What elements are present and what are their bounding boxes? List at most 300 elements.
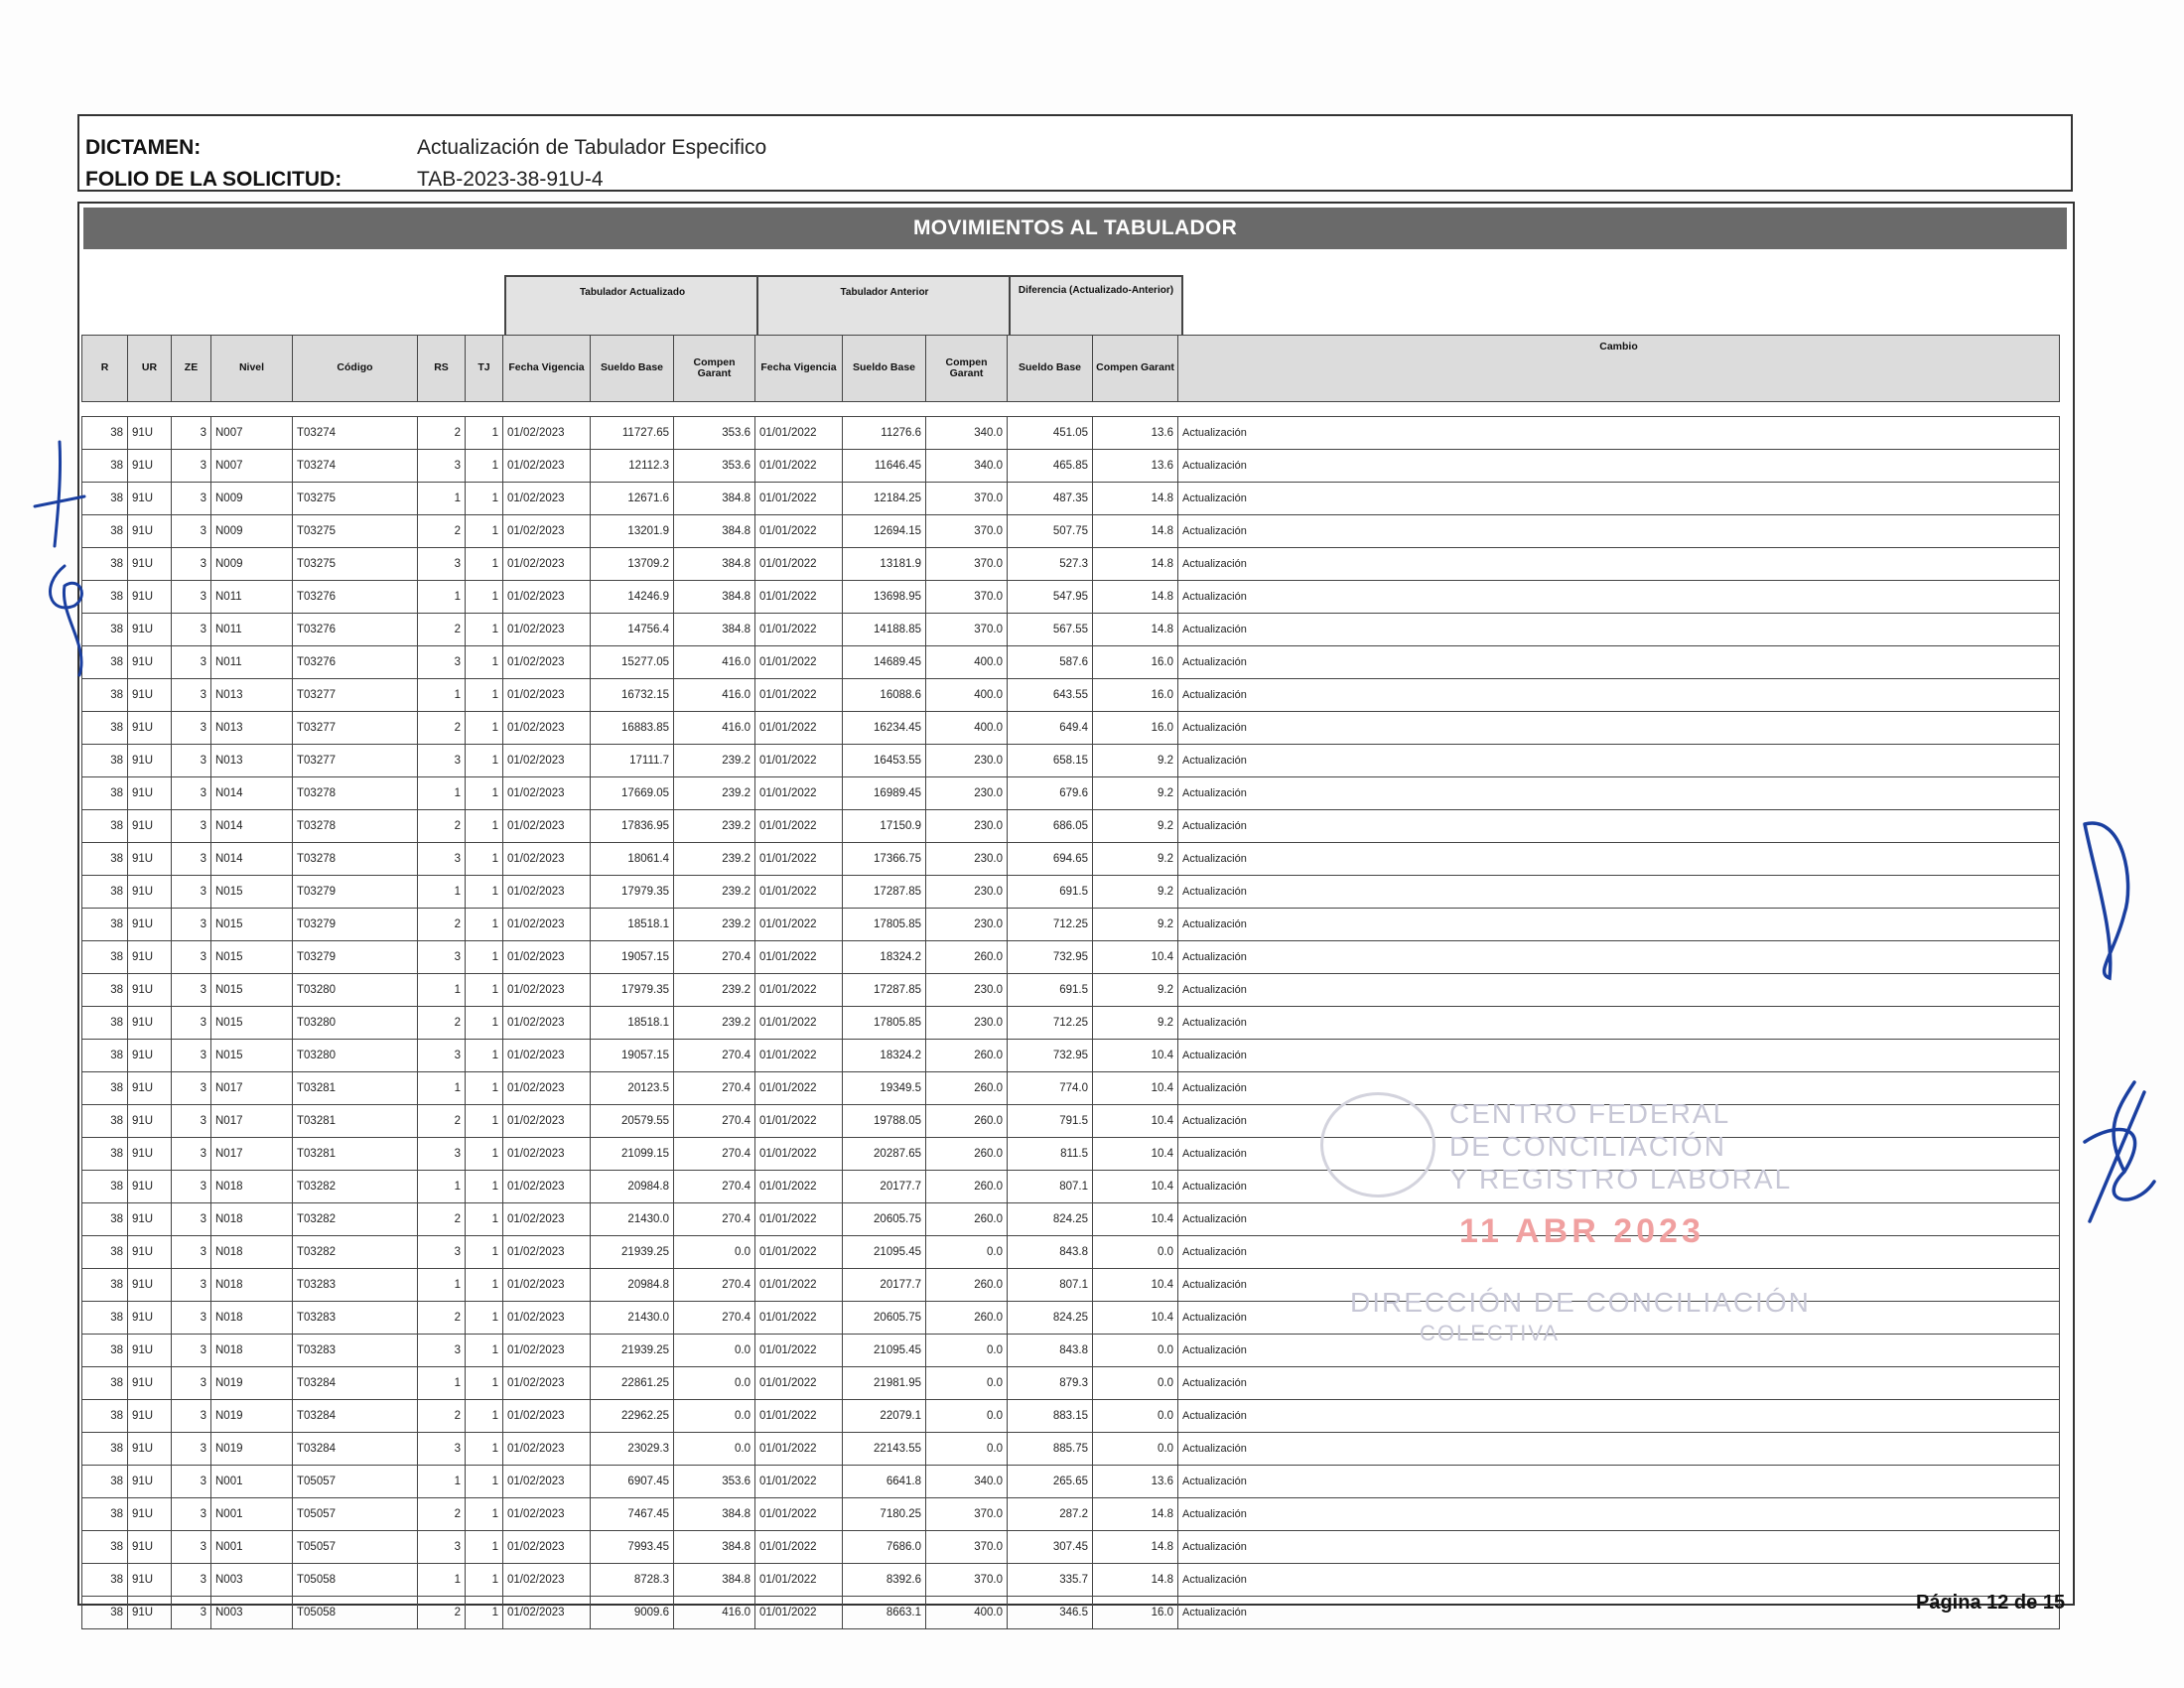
- cell-r: 38: [82, 843, 128, 876]
- cell-sueldo-diferencia: 824.25: [1008, 1203, 1093, 1236]
- cell-sueldo-diferencia: 732.95: [1008, 1040, 1093, 1072]
- cell-sueldo-anterior: 11646.45: [843, 450, 926, 483]
- table-row: [82, 1531, 2060, 1564]
- cell-cambio: Actualización: [1178, 1203, 2060, 1236]
- cell-sueldo-diferencia: 791.5: [1008, 1105, 1093, 1138]
- cell-cambio: Actualización: [1178, 1171, 2060, 1203]
- cell-sueldo-anterior: 16234.45: [843, 712, 926, 745]
- cell-compen-actualizado: 384.8: [674, 483, 755, 515]
- cell-compen-anterior: 370.0: [926, 515, 1008, 548]
- table-row: [82, 1498, 2060, 1531]
- cell-fecha-actualizado: 01/02/2023: [503, 1302, 591, 1335]
- cell-fecha-actualizado: 01/02/2023: [503, 515, 591, 548]
- cell-fecha-anterior: 01/01/2022: [755, 745, 843, 777]
- cell-sueldo-anterior: 22143.55: [843, 1433, 926, 1466]
- cell-rs: 3: [418, 548, 466, 581]
- cell-sueldo-anterior: 7180.25: [843, 1498, 926, 1531]
- cell-r: 38: [82, 1367, 128, 1400]
- cell-codigo: T03275: [293, 548, 418, 581]
- cell-cambio: Actualización: [1178, 810, 2060, 843]
- cell-rs: 2: [418, 1105, 466, 1138]
- cell-rs: 2: [418, 909, 466, 941]
- cell-fecha-anterior: 01/01/2022: [755, 1335, 843, 1367]
- cell-sueldo-diferencia: 712.25: [1008, 1007, 1093, 1040]
- cell-sueldo-actualizado: 21939.25: [591, 1236, 674, 1269]
- cell-fecha-anterior: 01/01/2022: [755, 1498, 843, 1531]
- cell-ur: 91U: [128, 1105, 172, 1138]
- cell-tj: 1: [466, 1400, 503, 1433]
- cell-fecha-actualizado: 01/02/2023: [503, 876, 591, 909]
- cell-nivel: N014: [211, 810, 293, 843]
- col-compen-actualizado: Compen Garant: [674, 336, 755, 402]
- cell-compen-anterior: 230.0: [926, 1007, 1008, 1040]
- cell-fecha-anterior: 01/01/2022: [755, 1040, 843, 1072]
- cell-fecha-anterior: 01/01/2022: [755, 548, 843, 581]
- cell-ur: 91U: [128, 548, 172, 581]
- cell-sueldo-diferencia: 335.7: [1008, 1564, 1093, 1597]
- cell-fecha-actualizado: 01/02/2023: [503, 1564, 591, 1597]
- cell-ze: 3: [172, 1564, 211, 1597]
- cell-compen-anterior: 0.0: [926, 1433, 1008, 1466]
- cell-r: 38: [82, 1531, 128, 1564]
- cell-compen-actualizado: 239.2: [674, 810, 755, 843]
- table-body: [82, 402, 2060, 1629]
- cell-codigo: T03282: [293, 1203, 418, 1236]
- cell-compen-diferencia: 14.8: [1093, 515, 1178, 548]
- cell-tj: 1: [466, 876, 503, 909]
- cell-fecha-anterior: 01/01/2022: [755, 1138, 843, 1171]
- cell-tj: 1: [466, 941, 503, 974]
- cell-ur: 91U: [128, 1597, 172, 1629]
- cell-tj: 1: [466, 909, 503, 941]
- cell-fecha-anterior: 01/01/2022: [755, 1171, 843, 1203]
- group-label-anterior: Tabulador Anterior: [840, 287, 929, 298]
- cell-sueldo-actualizado: 12671.6: [591, 483, 674, 515]
- cell-ur: 91U: [128, 777, 172, 810]
- cell-nivel: N019: [211, 1400, 293, 1433]
- cell-cambio: Actualización: [1178, 1367, 2060, 1400]
- cell-fecha-actualizado: 01/02/2023: [503, 1203, 591, 1236]
- cell-compen-actualizado: 353.6: [674, 417, 755, 450]
- cell-fecha-anterior: 01/01/2022: [755, 515, 843, 548]
- col-ze: ZE: [172, 336, 211, 402]
- cell-ze: 3: [172, 483, 211, 515]
- cell-sueldo-anterior: 16989.45: [843, 777, 926, 810]
- cell-fecha-anterior: 01/01/2022: [755, 843, 843, 876]
- cell-compen-diferencia: 13.6: [1093, 417, 1178, 450]
- cell-sueldo-diferencia: 811.5: [1008, 1138, 1093, 1171]
- cell-compen-anterior: 0.0: [926, 1400, 1008, 1433]
- cell-cambio: Actualización: [1178, 1597, 2060, 1629]
- col-compen-anterior: Compen Garant: [926, 336, 1008, 402]
- cell-compen-actualizado: 384.8: [674, 614, 755, 646]
- cell-ur: 91U: [128, 1498, 172, 1531]
- cell-fecha-anterior: 01/01/2022: [755, 614, 843, 646]
- cell-rs: 1: [418, 1171, 466, 1203]
- cell-compen-diferencia: 9.2: [1093, 974, 1178, 1007]
- cell-compen-diferencia: 9.2: [1093, 745, 1178, 777]
- cell-fecha-anterior: 01/01/2022: [755, 1597, 843, 1629]
- cell-cambio: Actualización: [1178, 1269, 2060, 1302]
- cell-rs: 1: [418, 876, 466, 909]
- cell-codigo: T03282: [293, 1236, 418, 1269]
- cell-compen-diferencia: 14.8: [1093, 1531, 1178, 1564]
- cell-nivel: N011: [211, 646, 293, 679]
- cell-ze: 3: [172, 909, 211, 941]
- cell-ze: 3: [172, 1466, 211, 1498]
- cell-ur: 91U: [128, 1433, 172, 1466]
- cell-compen-actualizado: 239.2: [674, 843, 755, 876]
- cell-compen-diferencia: 10.4: [1093, 1203, 1178, 1236]
- cell-compen-diferencia: 14.8: [1093, 614, 1178, 646]
- cell-nivel: N018: [211, 1203, 293, 1236]
- cell-sueldo-diferencia: 567.55: [1008, 614, 1093, 646]
- folio-value: TAB-2023-38-91U-4: [417, 168, 604, 191]
- cell-ur: 91U: [128, 745, 172, 777]
- cell-sueldo-diferencia: 307.45: [1008, 1531, 1093, 1564]
- cell-ur: 91U: [128, 1367, 172, 1400]
- cell-sueldo-anterior: 8663.1: [843, 1597, 926, 1629]
- cell-codigo: T03280: [293, 1040, 418, 1072]
- cell-sueldo-anterior: 22079.1: [843, 1400, 926, 1433]
- cell-ur: 91U: [128, 843, 172, 876]
- cell-cambio: Actualización: [1178, 745, 2060, 777]
- cell-fecha-anterior: 01/01/2022: [755, 1433, 843, 1466]
- cell-r: 38: [82, 1138, 128, 1171]
- cell-sueldo-anterior: 13181.9: [843, 548, 926, 581]
- cell-compen-anterior: 340.0: [926, 417, 1008, 450]
- cell-ze: 3: [172, 1171, 211, 1203]
- cell-ze: 3: [172, 1433, 211, 1466]
- cell-ur: 91U: [128, 515, 172, 548]
- cell-compen-actualizado: 270.4: [674, 1302, 755, 1335]
- cell-compen-diferencia: 0.0: [1093, 1433, 1178, 1466]
- cell-tj: 1: [466, 843, 503, 876]
- cell-rs: 2: [418, 515, 466, 548]
- cell-compen-actualizado: 384.8: [674, 548, 755, 581]
- cell-codigo: T03274: [293, 450, 418, 483]
- cell-compen-anterior: 370.0: [926, 1498, 1008, 1531]
- cell-nivel: N003: [211, 1597, 293, 1629]
- cell-rs: 3: [418, 1236, 466, 1269]
- cell-fecha-actualizado: 01/02/2023: [503, 909, 591, 941]
- cell-ur: 91U: [128, 1040, 172, 1072]
- cell-rs: 2: [418, 1007, 466, 1040]
- cell-sueldo-actualizado: 22962.25: [591, 1400, 674, 1433]
- cell-codigo: T03279: [293, 941, 418, 974]
- cell-sueldo-actualizado: 15277.05: [591, 646, 674, 679]
- cell-sueldo-anterior: 12694.15: [843, 515, 926, 548]
- table-row: [82, 1400, 2060, 1433]
- cell-ze: 3: [172, 1400, 211, 1433]
- cell-compen-actualizado: 0.0: [674, 1367, 755, 1400]
- cell-compen-anterior: 230.0: [926, 777, 1008, 810]
- cell-compen-diferencia: 9.2: [1093, 843, 1178, 876]
- cell-sueldo-anterior: 6641.8: [843, 1466, 926, 1498]
- cell-compen-actualizado: 0.0: [674, 1335, 755, 1367]
- cell-r: 38: [82, 646, 128, 679]
- cell-compen-diferencia: 14.8: [1093, 1564, 1178, 1597]
- cell-rs: 1: [418, 679, 466, 712]
- cell-r: 38: [82, 450, 128, 483]
- cell-tj: 1: [466, 1367, 503, 1400]
- cell-ze: 3: [172, 515, 211, 548]
- cell-sueldo-diferencia: 883.15: [1008, 1400, 1093, 1433]
- cell-ze: 3: [172, 614, 211, 646]
- cell-compen-actualizado: 239.2: [674, 1007, 755, 1040]
- cell-nivel: N015: [211, 909, 293, 941]
- cell-tj: 1: [466, 646, 503, 679]
- table-row: [82, 515, 2060, 548]
- cell-ur: 91U: [128, 646, 172, 679]
- stamp-line-3: Y REGISTRO LABORAL: [1449, 1164, 1793, 1195]
- cell-codigo: T03276: [293, 614, 418, 646]
- cell-fecha-actualizado: 01/02/2023: [503, 1138, 591, 1171]
- cell-codigo: T03275: [293, 483, 418, 515]
- cell-rs: 3: [418, 745, 466, 777]
- cell-nivel: N011: [211, 614, 293, 646]
- cell-sueldo-diferencia: 346.5: [1008, 1597, 1093, 1629]
- cell-compen-anterior: 260.0: [926, 1138, 1008, 1171]
- cell-codigo: T03283: [293, 1269, 418, 1302]
- cell-rs: 1: [418, 777, 466, 810]
- cell-ze: 3: [172, 843, 211, 876]
- cell-sueldo-actualizado: 13201.9: [591, 515, 674, 548]
- cell-r: 38: [82, 1040, 128, 1072]
- cell-sueldo-anterior: 19788.05: [843, 1105, 926, 1138]
- cell-compen-diferencia: 14.8: [1093, 1498, 1178, 1531]
- cell-fecha-anterior: 01/01/2022: [755, 646, 843, 679]
- cell-sueldo-diferencia: 507.75: [1008, 515, 1093, 548]
- cell-ze: 3: [172, 1105, 211, 1138]
- cell-nivel: N013: [211, 679, 293, 712]
- cell-sueldo-actualizado: 8728.3: [591, 1564, 674, 1597]
- cell-ze: 3: [172, 1236, 211, 1269]
- cell-nivel: N007: [211, 450, 293, 483]
- cell-sueldo-diferencia: 487.35: [1008, 483, 1093, 515]
- cell-compen-anterior: 260.0: [926, 1105, 1008, 1138]
- cell-sueldo-diferencia: 679.6: [1008, 777, 1093, 810]
- cell-tj: 1: [466, 679, 503, 712]
- cell-sueldo-diferencia: 686.05: [1008, 810, 1093, 843]
- cell-tj: 1: [466, 417, 503, 450]
- cell-sueldo-diferencia: 649.4: [1008, 712, 1093, 745]
- cell-sueldo-actualizado: 20984.8: [591, 1171, 674, 1203]
- cell-nivel: N015: [211, 1007, 293, 1040]
- cell-sueldo-anterior: 17150.9: [843, 810, 926, 843]
- cell-sueldo-diferencia: 527.3: [1008, 548, 1093, 581]
- cell-cambio: Actualización: [1178, 515, 2060, 548]
- cell-compen-diferencia: 10.4: [1093, 1040, 1178, 1072]
- cell-r: 38: [82, 581, 128, 614]
- cell-codigo: T03281: [293, 1072, 418, 1105]
- cell-r: 38: [82, 1072, 128, 1105]
- cell-compen-diferencia: 10.4: [1093, 1072, 1178, 1105]
- cell-ze: 3: [172, 745, 211, 777]
- group-header-anterior: [756, 275, 1013, 337]
- cell-nivel: N009: [211, 483, 293, 515]
- table-row: [82, 483, 2060, 515]
- table-row: [82, 1007, 2060, 1040]
- cell-ur: 91U: [128, 1400, 172, 1433]
- cell-rs: 2: [418, 1400, 466, 1433]
- cell-sueldo-anterior: 14188.85: [843, 614, 926, 646]
- cell-fecha-anterior: 01/01/2022: [755, 941, 843, 974]
- cell-cambio: Actualización: [1178, 1400, 2060, 1433]
- cell-sueldo-anterior: 16453.55: [843, 745, 926, 777]
- cell-compen-diferencia: 9.2: [1093, 1007, 1178, 1040]
- cell-fecha-anterior: 01/01/2022: [755, 909, 843, 941]
- cell-sueldo-anterior: 14689.45: [843, 646, 926, 679]
- cell-sueldo-actualizado: 21430.0: [591, 1203, 674, 1236]
- cell-ur: 91U: [128, 974, 172, 1007]
- cell-rs: 3: [418, 843, 466, 876]
- cell-compen-anterior: 370.0: [926, 581, 1008, 614]
- cell-fecha-anterior: 01/01/2022: [755, 1236, 843, 1269]
- cell-compen-actualizado: 384.8: [674, 1564, 755, 1597]
- cell-nivel: N001: [211, 1498, 293, 1531]
- cell-sueldo-anterior: 17287.85: [843, 974, 926, 1007]
- signature-right-icon: [2055, 804, 2184, 1251]
- cell-sueldo-actualizado: 11727.65: [591, 417, 674, 450]
- cell-sueldo-anterior: 19349.5: [843, 1072, 926, 1105]
- cell-tj: 1: [466, 1597, 503, 1629]
- cell-nivel: N015: [211, 1040, 293, 1072]
- cell-sueldo-diferencia: 547.95: [1008, 581, 1093, 614]
- cell-sueldo-anterior: 7686.0: [843, 1531, 926, 1564]
- cell-sueldo-anterior: 16088.6: [843, 679, 926, 712]
- cell-compen-diferencia: 14.8: [1093, 483, 1178, 515]
- cell-ur: 91U: [128, 1466, 172, 1498]
- cell-ze: 3: [172, 581, 211, 614]
- cell-codigo: T03279: [293, 909, 418, 941]
- cell-cambio: Actualización: [1178, 1138, 2060, 1171]
- cell-r: 38: [82, 614, 128, 646]
- cell-fecha-actualizado: 01/02/2023: [503, 974, 591, 1007]
- cell-sueldo-actualizado: 9009.6: [591, 1597, 674, 1629]
- cell-fecha-actualizado: 01/02/2023: [503, 1269, 591, 1302]
- cell-codigo: T05057: [293, 1498, 418, 1531]
- cell-nivel: N011: [211, 581, 293, 614]
- cell-fecha-actualizado: 01/02/2023: [503, 1531, 591, 1564]
- cell-codigo: T03278: [293, 810, 418, 843]
- cell-r: 38: [82, 679, 128, 712]
- cell-rs: 1: [418, 1072, 466, 1105]
- cell-tj: 1: [466, 1302, 503, 1335]
- cell-compen-diferencia: 16.0: [1093, 1597, 1178, 1629]
- cell-cambio: Actualización: [1178, 1531, 2060, 1564]
- cell-fecha-actualizado: 01/02/2023: [503, 1597, 591, 1629]
- cell-ur: 91U: [128, 1236, 172, 1269]
- cell-sueldo-anterior: 20177.7: [843, 1269, 926, 1302]
- cell-codigo: T03278: [293, 777, 418, 810]
- cell-sueldo-actualizado: 12112.3: [591, 450, 674, 483]
- cell-sueldo-diferencia: 732.95: [1008, 941, 1093, 974]
- cell-ze: 3: [172, 712, 211, 745]
- cell-compen-diferencia: 10.4: [1093, 1105, 1178, 1138]
- cell-compen-anterior: 340.0: [926, 450, 1008, 483]
- cell-sueldo-anterior: 20177.7: [843, 1171, 926, 1203]
- cell-r: 38: [82, 777, 128, 810]
- cell-rs: 3: [418, 941, 466, 974]
- cell-codigo: T03284: [293, 1433, 418, 1466]
- cell-sueldo-actualizado: 20123.5: [591, 1072, 674, 1105]
- cell-sueldo-anterior: 17805.85: [843, 909, 926, 941]
- cell-ur: 91U: [128, 810, 172, 843]
- cell-r: 38: [82, 417, 128, 450]
- table-row: [82, 1367, 2060, 1400]
- cell-sueldo-anterior: 20605.75: [843, 1302, 926, 1335]
- cell-tj: 1: [466, 712, 503, 745]
- cell-codigo: T03276: [293, 646, 418, 679]
- cell-fecha-actualizado: 01/02/2023: [503, 777, 591, 810]
- cell-rs: 1: [418, 483, 466, 515]
- cell-sueldo-actualizado: 19057.15: [591, 1040, 674, 1072]
- cell-fecha-actualizado: 01/02/2023: [503, 843, 591, 876]
- table-row: [82, 843, 2060, 876]
- cell-ze: 3: [172, 941, 211, 974]
- cell-tj: 1: [466, 777, 503, 810]
- cell-ur: 91U: [128, 614, 172, 646]
- cell-tj: 1: [466, 1007, 503, 1040]
- cell-codigo: T03284: [293, 1400, 418, 1433]
- cell-sueldo-diferencia: 287.2: [1008, 1498, 1093, 1531]
- cell-compen-actualizado: 270.4: [674, 1105, 755, 1138]
- cell-compen-anterior: 370.0: [926, 483, 1008, 515]
- table-header-row: [82, 336, 2060, 402]
- cell-compen-anterior: 370.0: [926, 548, 1008, 581]
- cell-nivel: N013: [211, 712, 293, 745]
- cell-fecha-actualizado: 01/02/2023: [503, 679, 591, 712]
- col-r: R: [82, 336, 128, 402]
- cell-cambio: Actualización: [1178, 1302, 2060, 1335]
- col-rs: RS: [418, 336, 466, 402]
- cell-compen-diferencia: 16.0: [1093, 712, 1178, 745]
- cell-sueldo-anterior: 20287.65: [843, 1138, 926, 1171]
- cell-nivel: N018: [211, 1302, 293, 1335]
- page-number: Página 12 de 15: [1916, 1592, 2066, 1614]
- cell-tj: 1: [466, 1335, 503, 1367]
- cell-nivel: N009: [211, 548, 293, 581]
- cell-compen-anterior: 260.0: [926, 941, 1008, 974]
- cell-compen-actualizado: 0.0: [674, 1433, 755, 1466]
- cell-compen-actualizado: 270.4: [674, 1072, 755, 1105]
- cell-nivel: N018: [211, 1236, 293, 1269]
- cell-tj: 1: [466, 1072, 503, 1105]
- cell-ze: 3: [172, 417, 211, 450]
- cell-cambio: Actualización: [1178, 1433, 2060, 1466]
- cell-compen-anterior: 260.0: [926, 1171, 1008, 1203]
- cell-compen-actualizado: 416.0: [674, 646, 755, 679]
- cell-tj: 1: [466, 1564, 503, 1597]
- cell-cambio: Actualización: [1178, 909, 2060, 941]
- cell-ur: 91U: [128, 941, 172, 974]
- cell-ze: 3: [172, 1531, 211, 1564]
- cell-r: 38: [82, 712, 128, 745]
- cell-ze: 3: [172, 876, 211, 909]
- cell-fecha-anterior: 01/01/2022: [755, 1269, 843, 1302]
- cell-sueldo-diferencia: 807.1: [1008, 1171, 1093, 1203]
- cell-ur: 91U: [128, 1269, 172, 1302]
- col-sueldo-actualizado: Sueldo Base: [591, 336, 674, 402]
- cell-rs: 1: [418, 1367, 466, 1400]
- cell-sueldo-anterior: 12184.25: [843, 483, 926, 515]
- cell-sueldo-diferencia: 694.65: [1008, 843, 1093, 876]
- cell-compen-actualizado: 270.4: [674, 1171, 755, 1203]
- cell-r: 38: [82, 1400, 128, 1433]
- cell-cambio: Actualización: [1178, 614, 2060, 646]
- cell-codigo: T03277: [293, 745, 418, 777]
